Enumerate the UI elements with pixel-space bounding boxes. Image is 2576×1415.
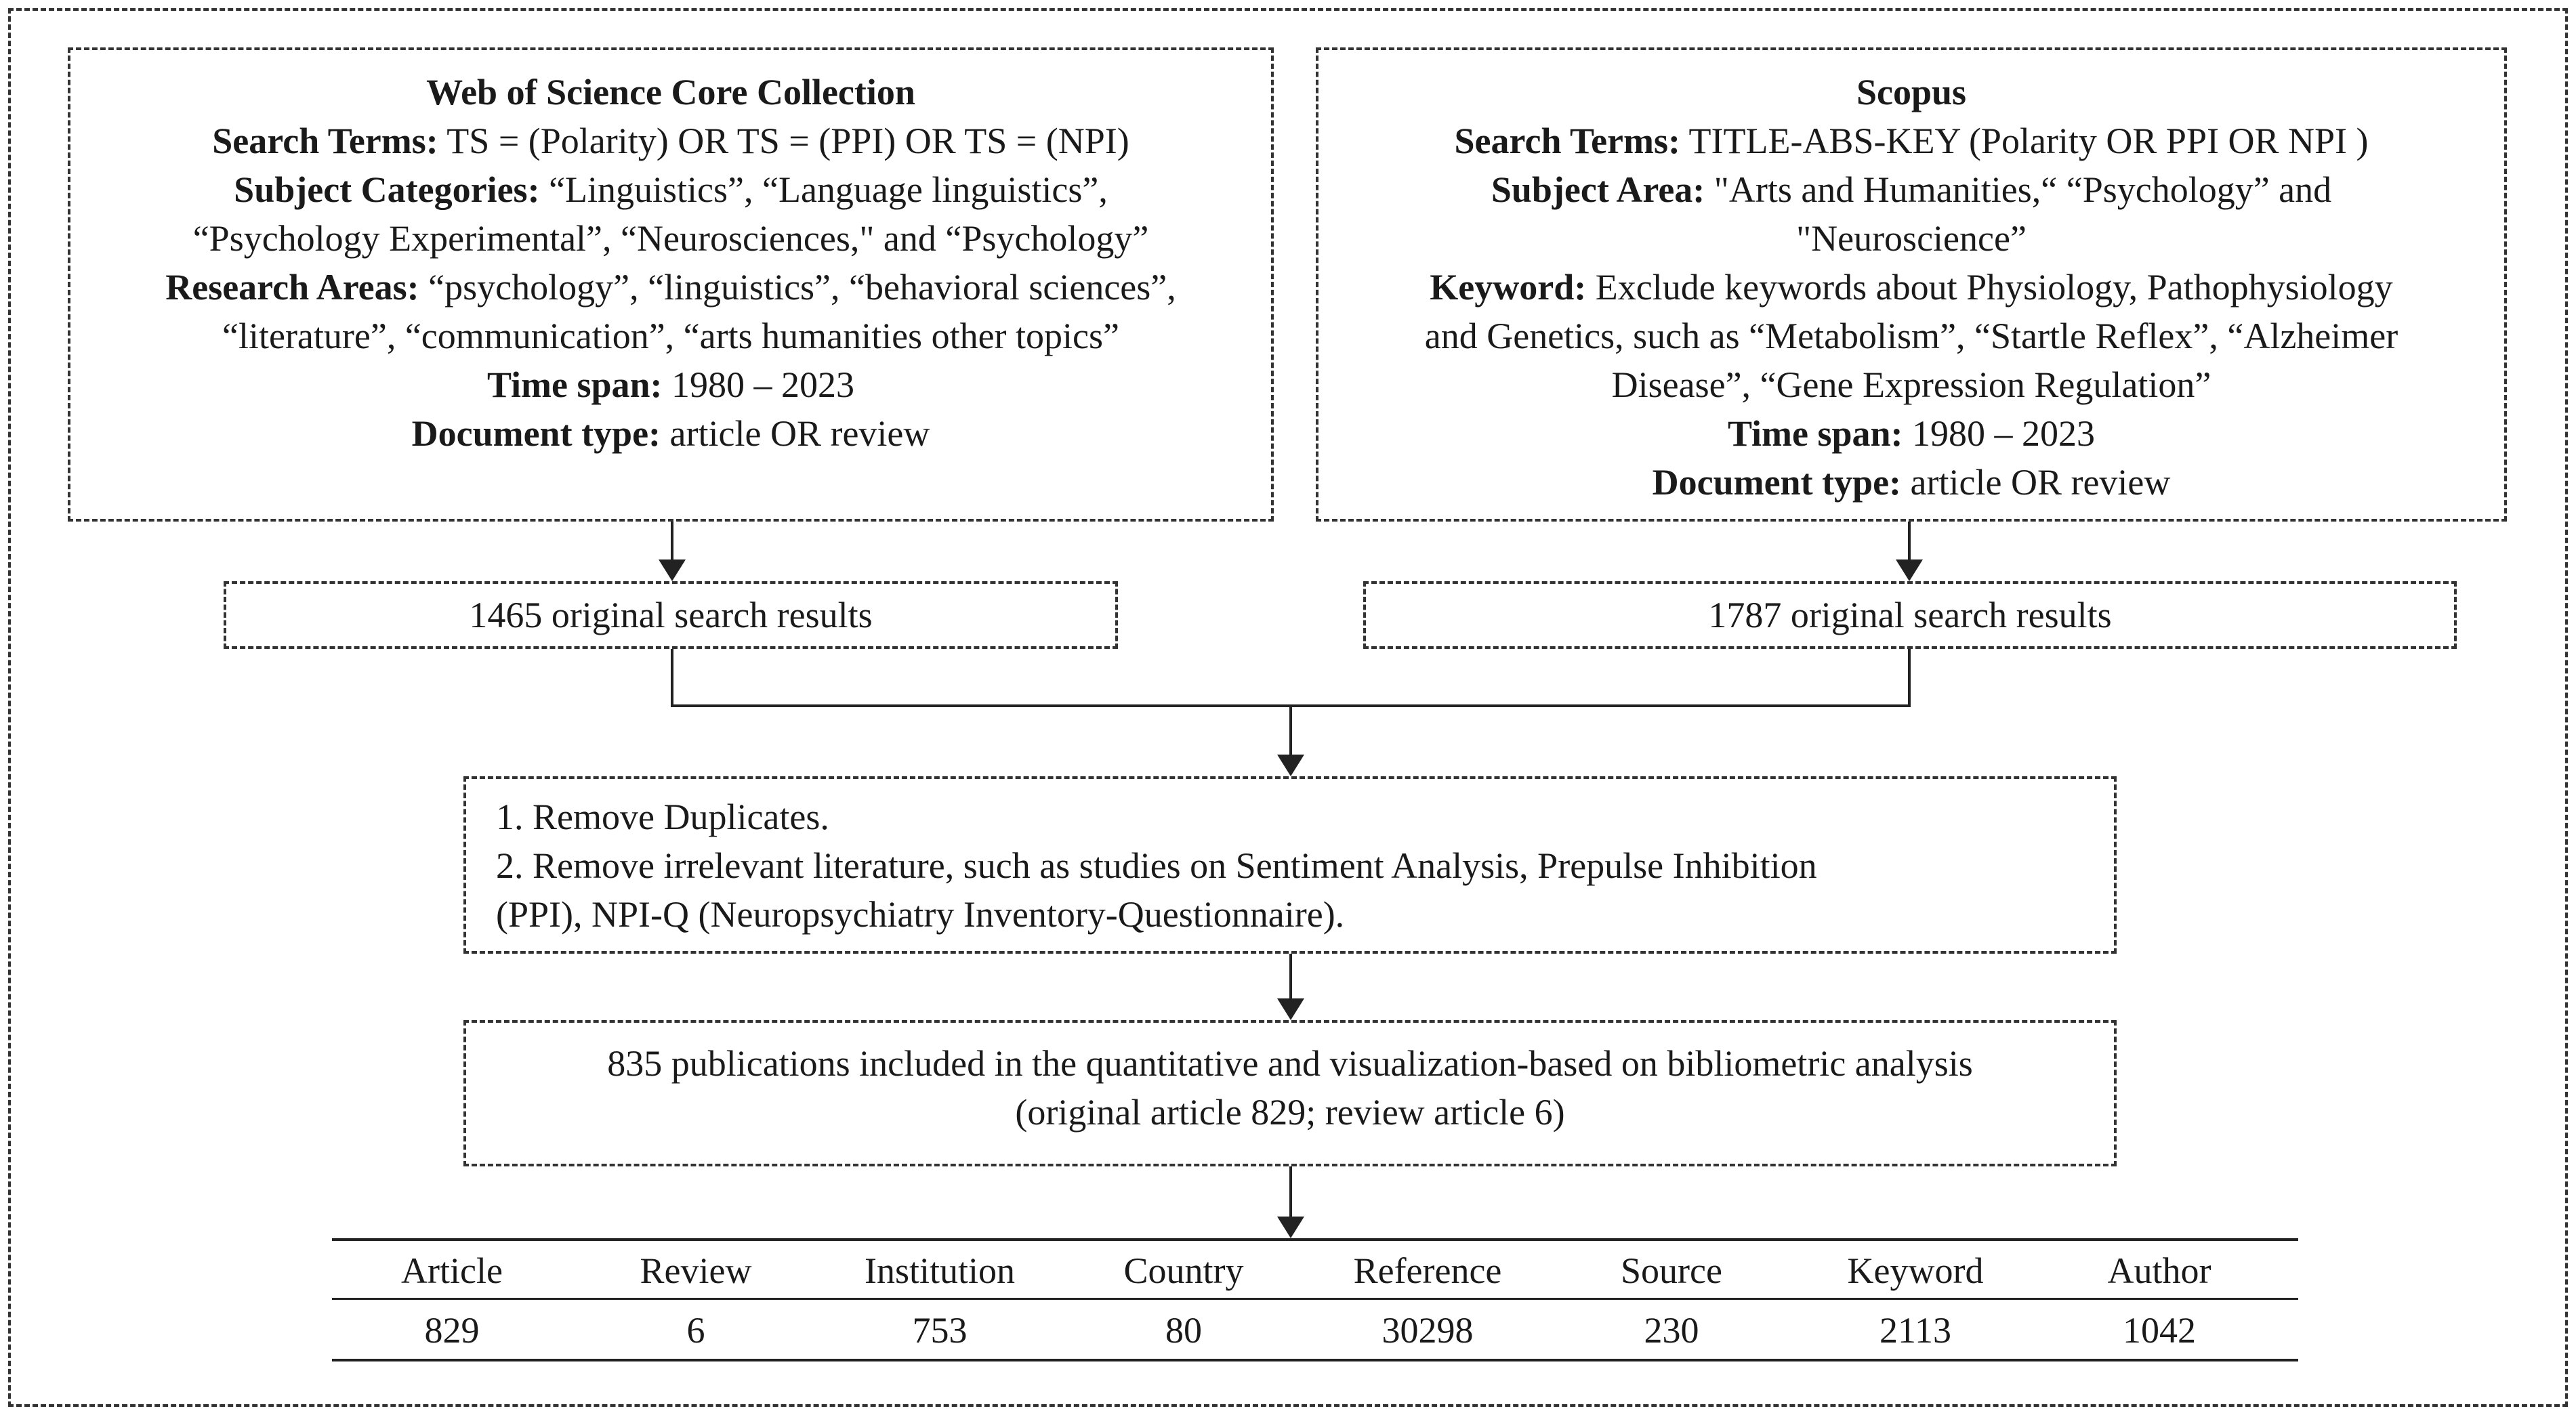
scopus-keyword-cont-2: Disease”, “Gene Expression Regulation” [1611, 364, 2211, 405]
wos-subject-categories: Subject Categories: “Linguistics”, “Language linguistics”, [234, 169, 1108, 210]
scopus-subject-area: Subject Area: "Arts and Humanities,“ “Psychology” and [1491, 169, 2332, 210]
table-header-keyword: Keyword [1847, 1250, 1984, 1291]
wos-search-box [68, 47, 1274, 522]
table-value-reference: 30298 [1382, 1310, 1474, 1351]
table-header-article: Article [401, 1250, 503, 1291]
table-value-country: 80 [1165, 1310, 1202, 1351]
wos-subject-categories-cont: “Psychology Experimental”, “Neurosciences," and “Psychology” [192, 218, 1149, 259]
screening-step-2: 2. Remove irrelevant literature, such as studies on Sentiment Analysis, Prepulse Inhibition [496, 845, 1817, 886]
scopus-subject-area-cont: "Neuroscience” [1796, 218, 2027, 259]
table-header-review: Review [640, 1250, 752, 1291]
wos-document-type: Document type: article OR review [411, 413, 930, 454]
scopus-time-span: Time span: 1980 – 2023 [1727, 413, 2096, 454]
scopus-search-box [1316, 47, 2507, 522]
scopus-results-count: 1787 original search results [1708, 595, 2112, 635]
scopus-results-box [1363, 581, 2457, 649]
table-value-source: 230 [1644, 1310, 1699, 1351]
table-value-review: 6 [686, 1310, 705, 1351]
scopus-keyword: Keyword: Exclude keywords about Physiology, Pathophysiology [1430, 267, 2393, 308]
table-header-reference: Reference [1353, 1250, 1502, 1291]
scopus-keyword-cont-1: and Genetics, such as “Metabolism”, “Startle Reflex”, “Alzheimer [1424, 316, 2398, 356]
table-header-country: Country [1123, 1250, 1244, 1291]
wos-research-areas-cont: “literature”, “communication”, “arts humanities other topics” [222, 316, 1119, 356]
screening-step-2-cont: (PPI), NPI-Q (Neuropsychiatry Inventory-Questionnaire). [496, 894, 1345, 935]
table-header-author: Author [2107, 1250, 2211, 1291]
included-summary: 835 publications included in the quantitative and visualization-based on bibliometric analysis [607, 1043, 1973, 1084]
table-bottom-rule [332, 1359, 2298, 1361]
wos-search-terms: Search Terms: TS = (Polarity) OR TS = (PPI) OR TS = (NPI) [212, 121, 1129, 161]
table-header-institution: Institution [864, 1250, 1015, 1291]
scopus-document-type: Document type: article OR review [1652, 462, 2171, 503]
screening-box [463, 776, 2117, 954]
merge-connector [672, 649, 1909, 706]
included-breakdown: (original article 829; review article 6) [1015, 1092, 1565, 1133]
table-value-keyword: 2113 [1879, 1310, 1951, 1351]
wos-title: Web of Science Core Collection [426, 72, 915, 112]
table-top-rule [332, 1238, 2298, 1241]
scopus-search-terms: Search Terms: TITLE-ABS-KEY (Polarity OR PPI OR NPI ) [1454, 121, 2369, 161]
summary-table [332, 1238, 2298, 1363]
wos-results-count: 1465 original search results [469, 595, 873, 635]
scopus-title: Scopus [1856, 72, 1967, 112]
table-value-article: 829 [424, 1310, 480, 1351]
table-mid-rule [332, 1298, 2298, 1300]
table-header-source: Source [1621, 1250, 1722, 1291]
wos-time-span: Time span: 1980 – 2023 [486, 364, 855, 405]
included-box [463, 1020, 2117, 1166]
wos-research-areas: Research Areas: “psychology”, “linguistics”, “behavioral sciences”, [165, 267, 1176, 308]
table-value-institution: 753 [912, 1310, 968, 1351]
table-value-author: 1042 [2123, 1310, 2196, 1351]
wos-results-box [224, 581, 1118, 649]
screening-step-1: 1. Remove Duplicates. [496, 797, 829, 837]
